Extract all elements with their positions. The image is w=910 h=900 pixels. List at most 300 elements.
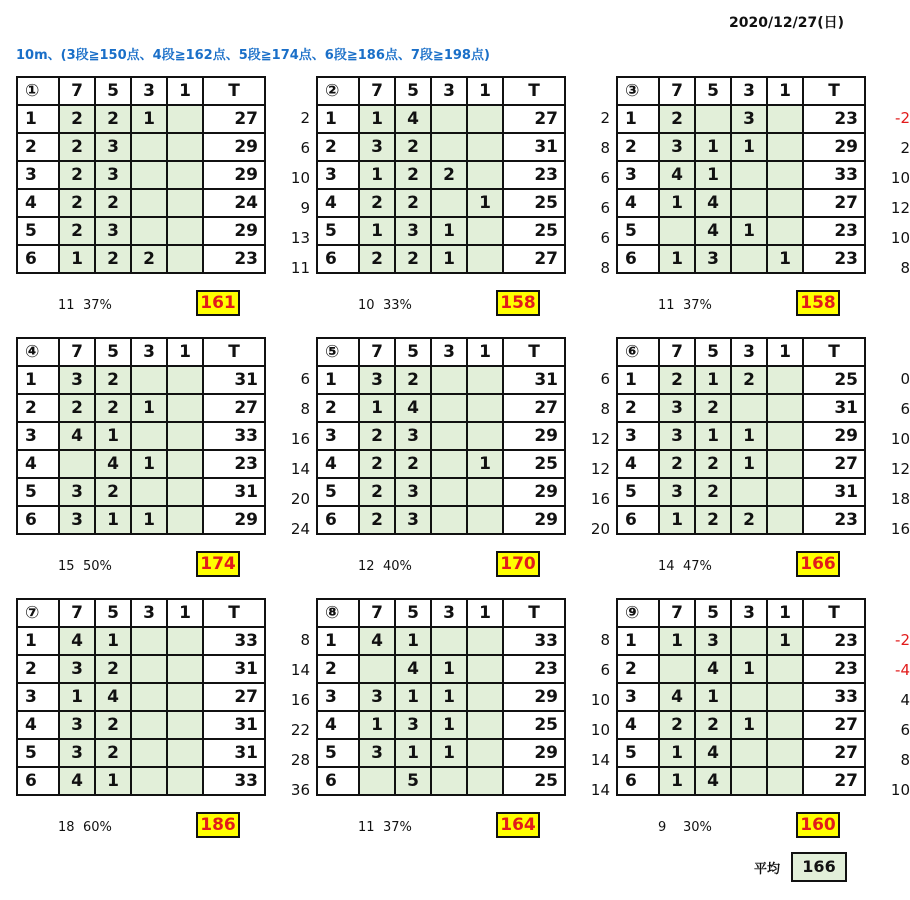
table-row	[17, 450, 265, 478]
column-header: 3	[431, 599, 467, 627]
hit-count: 3	[59, 478, 95, 506]
column-header: 5	[695, 338, 731, 366]
hit-count: 3	[695, 627, 731, 655]
hit-count: 4	[695, 739, 731, 767]
end-number: 6	[617, 506, 659, 534]
hit-count	[59, 450, 95, 478]
hit-count: 4	[659, 683, 695, 711]
hit-count: 1	[659, 189, 695, 217]
end-number: 1	[317, 366, 359, 394]
end-total: 29	[503, 506, 565, 534]
end-number: 4	[317, 450, 359, 478]
hit-count: 1	[431, 739, 467, 767]
hit-count	[467, 683, 503, 711]
gold-percentage: 33%	[383, 298, 412, 313]
hit-count: 1	[395, 627, 431, 655]
table-row	[317, 133, 565, 161]
hit-count	[167, 422, 203, 450]
cumulative-diff: 8	[600, 631, 610, 649]
cumulative-diff: 18	[890, 490, 910, 508]
end-total: 29	[203, 161, 265, 189]
hit-count: 4	[395, 655, 431, 683]
table-header-row	[17, 77, 265, 105]
cumulative-diff: 6	[300, 139, 310, 157]
table-row	[17, 394, 265, 422]
table-row	[17, 366, 265, 394]
end-number: 6	[317, 767, 359, 795]
end-total: 23	[803, 105, 865, 133]
hit-count	[467, 133, 503, 161]
end-number: 3	[17, 683, 59, 711]
end-number: 2	[317, 655, 359, 683]
cumulative-diff: 8	[300, 400, 310, 418]
column-header: 5	[395, 599, 431, 627]
gold-percentage: 40%	[383, 559, 412, 574]
hit-count: 3	[395, 478, 431, 506]
end-number: 2	[617, 394, 659, 422]
hit-count: 1	[659, 506, 695, 534]
end-total: 33	[203, 627, 265, 655]
hit-count: 3	[59, 655, 95, 683]
cumulative-diff: 12	[590, 430, 610, 448]
column-header-total: T	[503, 77, 565, 105]
end-number: 3	[317, 422, 359, 450]
cumulative-diff: 8	[600, 400, 610, 418]
end-number: 4	[617, 711, 659, 739]
hit-count	[731, 739, 767, 767]
end-total: 23	[503, 161, 565, 189]
hit-count	[767, 161, 803, 189]
table-row	[17, 711, 265, 739]
end-number: 5	[17, 739, 59, 767]
hit-count: 2	[731, 506, 767, 534]
average-value: 166	[791, 852, 847, 882]
score-table	[316, 337, 566, 535]
score-sheet	[316, 598, 610, 835]
hit-count: 1	[731, 217, 767, 245]
hit-count: 3	[659, 394, 695, 422]
hit-count	[167, 161, 203, 189]
gold-count: 11	[358, 820, 375, 835]
end-number: 6	[17, 506, 59, 534]
hit-count: 4	[95, 683, 131, 711]
hit-count: 2	[359, 189, 395, 217]
end-total: 29	[503, 422, 565, 450]
hit-count	[767, 217, 803, 245]
end-total: 27	[503, 245, 565, 273]
table-row	[617, 711, 865, 739]
hit-count	[731, 478, 767, 506]
cumulative-diff: 22	[290, 721, 310, 739]
end-number: 6	[317, 245, 359, 273]
table-row	[17, 189, 265, 217]
hit-count: 1	[431, 711, 467, 739]
hit-count: 1	[659, 627, 695, 655]
hit-count	[167, 627, 203, 655]
hit-count	[131, 627, 167, 655]
hit-count	[767, 450, 803, 478]
hit-count: 3	[659, 478, 695, 506]
gold-count: 11	[58, 298, 75, 313]
end-total: 23	[803, 506, 865, 534]
hit-count: 1	[431, 655, 467, 683]
hit-count	[359, 767, 395, 795]
cumulative-diff: 2	[300, 109, 310, 127]
cumulative-diff: 6	[600, 169, 610, 187]
hit-count: 2	[95, 105, 131, 133]
hit-count	[431, 394, 467, 422]
hit-count	[467, 478, 503, 506]
hit-count: 1	[695, 133, 731, 161]
cumulative-diff: -4	[895, 661, 910, 679]
end-total: 29	[803, 133, 865, 161]
cumulative-diff: 6	[600, 661, 610, 679]
table-row	[617, 189, 865, 217]
hit-count	[467, 739, 503, 767]
end-number: 6	[17, 245, 59, 273]
gold-percentage: 60%	[83, 820, 112, 835]
end-total: 25	[503, 217, 565, 245]
hit-count: 4	[59, 627, 95, 655]
column-header-total: T	[203, 599, 265, 627]
cumulative-diff: 24	[290, 520, 310, 538]
cumulative-diff: 8	[600, 139, 610, 157]
hit-count: 1	[731, 711, 767, 739]
cumulative-diff: 13	[290, 229, 310, 247]
table-row	[617, 366, 865, 394]
table-row	[317, 366, 565, 394]
column-header: 3	[431, 77, 467, 105]
column-header: 7	[59, 599, 95, 627]
table-row	[317, 161, 565, 189]
set-number: ⑨	[617, 599, 659, 627]
hit-count: 4	[695, 189, 731, 217]
end-total: 27	[803, 739, 865, 767]
hit-count: 1	[359, 217, 395, 245]
cumulative-diff: 10	[590, 721, 610, 739]
hit-count: 3	[395, 422, 431, 450]
hit-count: 2	[695, 506, 731, 534]
hit-count	[695, 105, 731, 133]
gold-count: 14	[658, 559, 675, 574]
hit-count	[767, 478, 803, 506]
end-total: 27	[203, 683, 265, 711]
cumulative-diff: 14	[290, 661, 310, 679]
table-row	[617, 767, 865, 795]
hit-count	[431, 627, 467, 655]
gold-count: 15	[58, 559, 75, 574]
score-sheet	[16, 76, 310, 313]
end-number: 1	[617, 366, 659, 394]
hit-count	[767, 105, 803, 133]
table-row	[17, 655, 265, 683]
column-header: 1	[167, 77, 203, 105]
hit-count: 1	[659, 245, 695, 273]
end-total: 31	[503, 133, 565, 161]
set-total-score: 170	[496, 551, 540, 577]
cumulative-diff: 20	[290, 490, 310, 508]
cumulative-diff: 12	[890, 460, 910, 478]
end-total: 27	[803, 767, 865, 795]
cumulative-diff: 28	[290, 751, 310, 769]
gold-percentage: 50%	[83, 559, 112, 574]
hit-count	[131, 217, 167, 245]
hit-count: 2	[431, 161, 467, 189]
hit-count	[467, 245, 503, 273]
hit-count: 1	[395, 739, 431, 767]
end-number: 5	[617, 217, 659, 245]
end-number: 6	[17, 767, 59, 795]
gold-count: 18	[58, 820, 75, 835]
table-row	[317, 217, 565, 245]
hit-count	[767, 739, 803, 767]
end-total: 29	[203, 217, 265, 245]
hit-count: 3	[359, 683, 395, 711]
hit-count	[731, 683, 767, 711]
hit-count	[731, 627, 767, 655]
hit-count	[431, 767, 467, 795]
table-row	[617, 506, 865, 534]
table-row	[17, 217, 265, 245]
hit-count: 1	[359, 105, 395, 133]
score-table	[16, 598, 266, 796]
end-total: 23	[203, 450, 265, 478]
hit-count	[359, 655, 395, 683]
column-header: 7	[659, 599, 695, 627]
set-total-score: 186	[196, 812, 240, 838]
cumulative-diff: 12	[590, 460, 610, 478]
gold-percentage: 30%	[683, 820, 712, 835]
end-total: 31	[203, 711, 265, 739]
column-header: 1	[767, 599, 803, 627]
hit-count: 1	[695, 422, 731, 450]
column-header-total: T	[803, 599, 865, 627]
end-total: 31	[203, 366, 265, 394]
score-table	[616, 598, 866, 796]
hit-count: 1	[95, 627, 131, 655]
hit-count: 1	[659, 767, 695, 795]
end-total: 29	[803, 422, 865, 450]
cumulative-diff: 6	[600, 199, 610, 217]
hit-count	[467, 366, 503, 394]
score-sheet	[16, 598, 310, 835]
hit-count	[767, 711, 803, 739]
table-row	[617, 655, 865, 683]
end-total: 31	[203, 655, 265, 683]
cumulative-diff: 0	[900, 370, 910, 388]
hit-count: 2	[695, 478, 731, 506]
cumulative-diff: -2	[895, 109, 910, 127]
end-number: 2	[317, 394, 359, 422]
end-total: 27	[803, 189, 865, 217]
cumulative-diff: 6	[900, 400, 910, 418]
end-number: 2	[617, 655, 659, 683]
column-header: 3	[131, 599, 167, 627]
hit-count: 1	[731, 655, 767, 683]
hit-count: 2	[359, 450, 395, 478]
end-number: 6	[617, 767, 659, 795]
cumulative-diff: 16	[290, 430, 310, 448]
hit-count	[167, 245, 203, 273]
end-number: 3	[317, 683, 359, 711]
hit-count: 3	[359, 739, 395, 767]
set-total-score: 158	[796, 290, 840, 316]
end-total: 27	[803, 711, 865, 739]
cumulative-diff: 8	[900, 751, 910, 769]
end-number: 1	[617, 105, 659, 133]
cumulative-diff: 16	[890, 520, 910, 538]
hit-count: 2	[395, 366, 431, 394]
column-header-total: T	[503, 599, 565, 627]
hit-count	[467, 161, 503, 189]
end-total: 31	[503, 366, 565, 394]
column-header-total: T	[803, 338, 865, 366]
hit-count: 2	[95, 245, 131, 273]
column-header: 7	[359, 77, 395, 105]
hit-count: 3	[95, 217, 131, 245]
hit-count: 3	[359, 366, 395, 394]
table-row	[17, 627, 265, 655]
hit-count: 4	[95, 450, 131, 478]
hit-count	[131, 655, 167, 683]
table-row	[317, 739, 565, 767]
table-header-row	[617, 77, 865, 105]
hit-count	[131, 189, 167, 217]
cumulative-diff: 10	[890, 229, 910, 247]
hit-count: 1	[359, 711, 395, 739]
hit-count	[431, 105, 467, 133]
end-number: 4	[317, 189, 359, 217]
hit-count	[167, 217, 203, 245]
hit-count	[167, 366, 203, 394]
score-table	[316, 76, 566, 274]
table-row	[317, 767, 565, 795]
hit-count	[467, 394, 503, 422]
cumulative-diff: 12	[890, 199, 910, 217]
hit-count	[167, 133, 203, 161]
hit-count	[767, 683, 803, 711]
hit-count: 2	[359, 422, 395, 450]
hit-count: 2	[59, 133, 95, 161]
hit-count: 3	[95, 161, 131, 189]
end-total: 33	[803, 683, 865, 711]
hit-count	[431, 422, 467, 450]
set-total-score: 174	[196, 551, 240, 577]
end-number: 3	[17, 161, 59, 189]
hit-count	[131, 478, 167, 506]
hit-count	[167, 711, 203, 739]
end-number: 3	[617, 422, 659, 450]
hit-count: 4	[359, 627, 395, 655]
hit-count: 1	[431, 245, 467, 273]
table-row	[17, 739, 265, 767]
cumulative-diff: 6	[300, 370, 310, 388]
end-total: 25	[503, 189, 565, 217]
table-row	[17, 245, 265, 273]
end-total: 29	[503, 739, 565, 767]
table-row	[17, 105, 265, 133]
hit-count: 1	[95, 767, 131, 795]
table-row	[317, 711, 565, 739]
end-number: 1	[17, 105, 59, 133]
hit-count: 1	[695, 366, 731, 394]
cumulative-diff: 20	[590, 520, 610, 538]
hit-count: 4	[59, 422, 95, 450]
end-number: 1	[17, 627, 59, 655]
set-total-score: 166	[796, 551, 840, 577]
end-number: 4	[17, 450, 59, 478]
end-total: 25	[503, 711, 565, 739]
table-header-row	[317, 338, 565, 366]
hit-count: 1	[467, 189, 503, 217]
end-total: 29	[503, 478, 565, 506]
gold-percentage: 37%	[683, 298, 712, 313]
date-label: 2020/12/27(日)	[729, 15, 844, 31]
end-number: 4	[617, 189, 659, 217]
hit-count	[731, 245, 767, 273]
hit-count: 2	[95, 366, 131, 394]
column-header: 5	[395, 77, 431, 105]
hit-count: 2	[695, 394, 731, 422]
hit-count	[431, 189, 467, 217]
hit-count: 2	[731, 366, 767, 394]
end-number: 2	[317, 133, 359, 161]
hit-count	[167, 189, 203, 217]
hit-count: 1	[431, 217, 467, 245]
cumulative-diff: 10	[290, 169, 310, 187]
set-total-score: 164	[496, 812, 540, 838]
hit-count	[167, 655, 203, 683]
set-number: ③	[617, 77, 659, 105]
end-total: 29	[503, 683, 565, 711]
hit-count: 1	[695, 161, 731, 189]
score-table	[16, 76, 266, 274]
cumulative-diff: 16	[590, 490, 610, 508]
hit-count: 3	[95, 133, 131, 161]
end-total: 27	[203, 394, 265, 422]
cumulative-diff: 14	[590, 751, 610, 769]
hit-count: 1	[731, 422, 767, 450]
hit-count: 3	[395, 217, 431, 245]
cumulative-diff: 6	[900, 721, 910, 739]
hit-count	[767, 394, 803, 422]
column-header: 5	[95, 338, 131, 366]
hit-count: 2	[395, 450, 431, 478]
set-number: ⑥	[617, 338, 659, 366]
hit-count: 4	[395, 394, 431, 422]
hit-count	[167, 683, 203, 711]
end-number: 3	[317, 161, 359, 189]
end-number: 4	[617, 450, 659, 478]
cumulative-diff: 14	[590, 781, 610, 799]
column-header: 3	[131, 338, 167, 366]
table-row	[617, 450, 865, 478]
hit-count: 3	[59, 739, 95, 767]
hit-count	[167, 450, 203, 478]
hit-count	[467, 711, 503, 739]
end-total: 24	[203, 189, 265, 217]
hit-count: 4	[659, 161, 695, 189]
end-number: 3	[617, 161, 659, 189]
hit-count: 1	[695, 683, 731, 711]
column-header-total: T	[203, 77, 265, 105]
hit-count: 1	[359, 394, 395, 422]
end-total: 31	[803, 478, 865, 506]
hit-count: 3	[731, 105, 767, 133]
rank-rule-text: 10m、(3段≧150点、4段≧162点、5段≧174点、6段≧186点、7段≧198点)	[16, 48, 490, 63]
hit-count	[167, 394, 203, 422]
score-table	[616, 76, 866, 274]
